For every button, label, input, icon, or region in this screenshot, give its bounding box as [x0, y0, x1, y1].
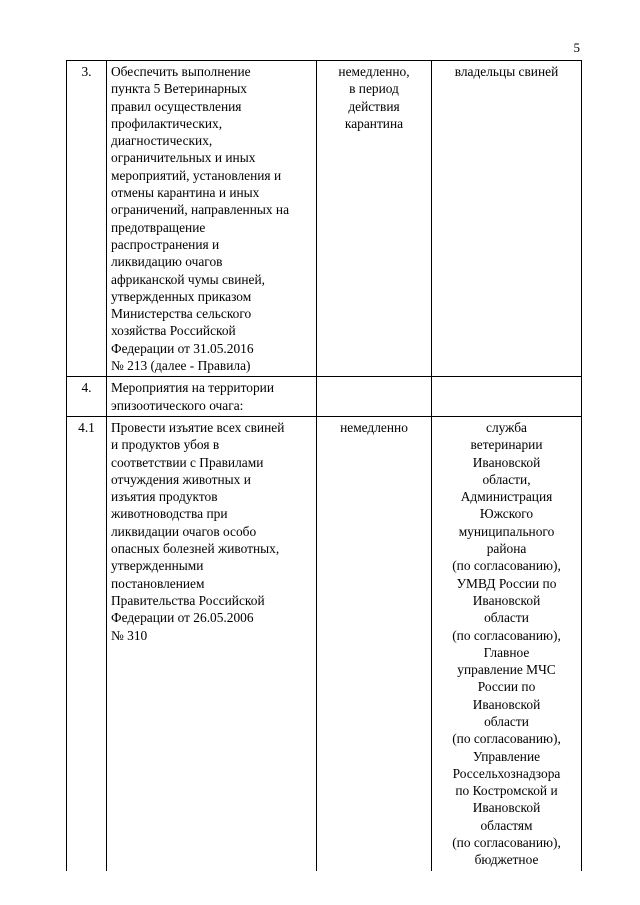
- executor-cell-line: Ивановской: [472, 696, 541, 712]
- measure-cell-line: мероприятий, установления и: [111, 167, 282, 183]
- executor-cell-line: Управление: [472, 748, 541, 764]
- executor-cell-line: Южского: [479, 506, 534, 522]
- measure-cell-line: хозяйства Российской: [111, 323, 236, 339]
- executor-cell-line: (по согласованию),: [452, 835, 561, 851]
- measure-cell-line: правил осуществления: [111, 98, 242, 114]
- executor-cell-line: управление МЧС: [457, 662, 556, 678]
- measure-cell-line: Обеспечить выполнение: [111, 64, 251, 79]
- executor-cell-line: (по согласованию),: [452, 627, 561, 643]
- measure-cell-line: отмены карантина и иных: [111, 185, 260, 201]
- executor-cell-line: бюджетное: [474, 852, 539, 868]
- measure-cell-line: эпизоотического очага:: [111, 397, 244, 413]
- measure-cell-line: № 213 (далее - Правила): [111, 358, 251, 374]
- executor-cell-line: Главное: [483, 644, 530, 660]
- measure-cell: [107, 416, 317, 870]
- measure-cell: [107, 377, 317, 417]
- executor-cell-line: ветеринарии: [470, 437, 543, 453]
- executor-cell-line: (по согласованию),: [452, 558, 561, 574]
- measure-cell-line: ограничительных и иных: [111, 150, 256, 166]
- measure-cell-line: Федерации от 26.05.2006: [111, 610, 254, 626]
- measure-cell-line: ограничений, направленных на: [111, 202, 290, 218]
- executor-cell-line: области: [484, 713, 529, 729]
- executor-cell-line: области: [484, 610, 529, 626]
- measures-table: [66, 60, 582, 871]
- measure-cell-line: предотвращение: [111, 219, 206, 235]
- measure-cell-line: опасных болезней животных,: [111, 541, 280, 557]
- executor-cell: [432, 377, 582, 417]
- measure-cell-line: Мероприятия на территории: [111, 380, 274, 396]
- term-cell: [317, 61, 432, 377]
- executor-cell-line: (по согласованию),: [452, 731, 561, 747]
- executor-cell-line: УМВД России по: [456, 575, 557, 591]
- term-cell: [317, 416, 432, 870]
- executor-cell-line: служба: [486, 419, 527, 435]
- executor-cell-line: района: [486, 541, 527, 557]
- executor-cell-line: России по: [477, 679, 536, 695]
- measure-cell-line: ликвидации очагов особо: [111, 523, 257, 539]
- executor-cell-line: по Костромской и: [455, 783, 558, 799]
- row-number: 4.1: [67, 416, 107, 870]
- term-cell-line: в период: [349, 81, 399, 97]
- measure-cell-line: ликвидацию очагов: [111, 254, 223, 270]
- executor-cell-line: области,: [482, 471, 531, 487]
- term-cell-line: карантина: [344, 115, 404, 131]
- table-row: [67, 416, 582, 870]
- measure-cell-line: утвержденными: [111, 558, 204, 574]
- measures-table-body: [67, 61, 582, 871]
- term-cell-line: немедленно,: [338, 64, 410, 79]
- measure-cell-line: постановлением: [111, 575, 205, 591]
- measure-cell-line: соответствии с Правилами: [111, 454, 264, 470]
- row-number: 4.: [67, 377, 107, 417]
- measure-cell-line: отчуждения животных и: [111, 471, 251, 487]
- measure-cell-line: Министерства сельского: [111, 306, 252, 322]
- executor-cell-line: Россельхознадзора: [452, 765, 561, 781]
- measure-cell: [107, 61, 317, 377]
- measure-cell-line: диагностических,: [111, 133, 213, 149]
- measure-cell-line: африканской чумы свиней,: [111, 271, 265, 287]
- executor-cell-line: Ивановской: [472, 592, 541, 608]
- measure-cell-line: пункта 5 Ветеринарных: [111, 81, 247, 97]
- measure-cell-line: Провести изъятие всех свиней: [111, 419, 285, 435]
- measure-cell-line: распространения и: [111, 236, 220, 252]
- measure-cell-line: животноводства при: [111, 506, 228, 522]
- measure-cell-line: профилактических,: [111, 115, 223, 131]
- measure-cell-line: Федерации от 31.05.2016: [111, 340, 254, 356]
- term-cell-line: немедленно: [340, 419, 408, 435]
- table-row: [67, 377, 582, 417]
- executor-cell-line: владельцы свиней: [454, 64, 559, 79]
- executor-cell-line: муниципального: [458, 523, 555, 539]
- term-cell-line: действия: [348, 98, 400, 114]
- measure-cell-line: и продуктов убоя в: [111, 437, 220, 453]
- measure-cell-line: Правительства Российской: [111, 592, 265, 608]
- row-number: 3.: [67, 61, 107, 377]
- executor-cell: [432, 61, 582, 377]
- measure-cell-line: утвержденных приказом: [111, 288, 252, 304]
- page-number: 5: [573, 40, 580, 55]
- table-row: [67, 61, 582, 377]
- measure-cell-line: изъятия продуктов: [111, 489, 218, 505]
- executor-cell-line: областям: [480, 817, 533, 833]
- executor-cell-line: Администрация: [460, 489, 553, 505]
- executor-cell: [432, 416, 582, 870]
- executor-cell-line: Ивановской: [472, 800, 541, 816]
- executor-cell-line: Ивановской: [472, 454, 541, 470]
- term-cell: [317, 377, 432, 417]
- measure-cell-line: № 310: [111, 627, 148, 643]
